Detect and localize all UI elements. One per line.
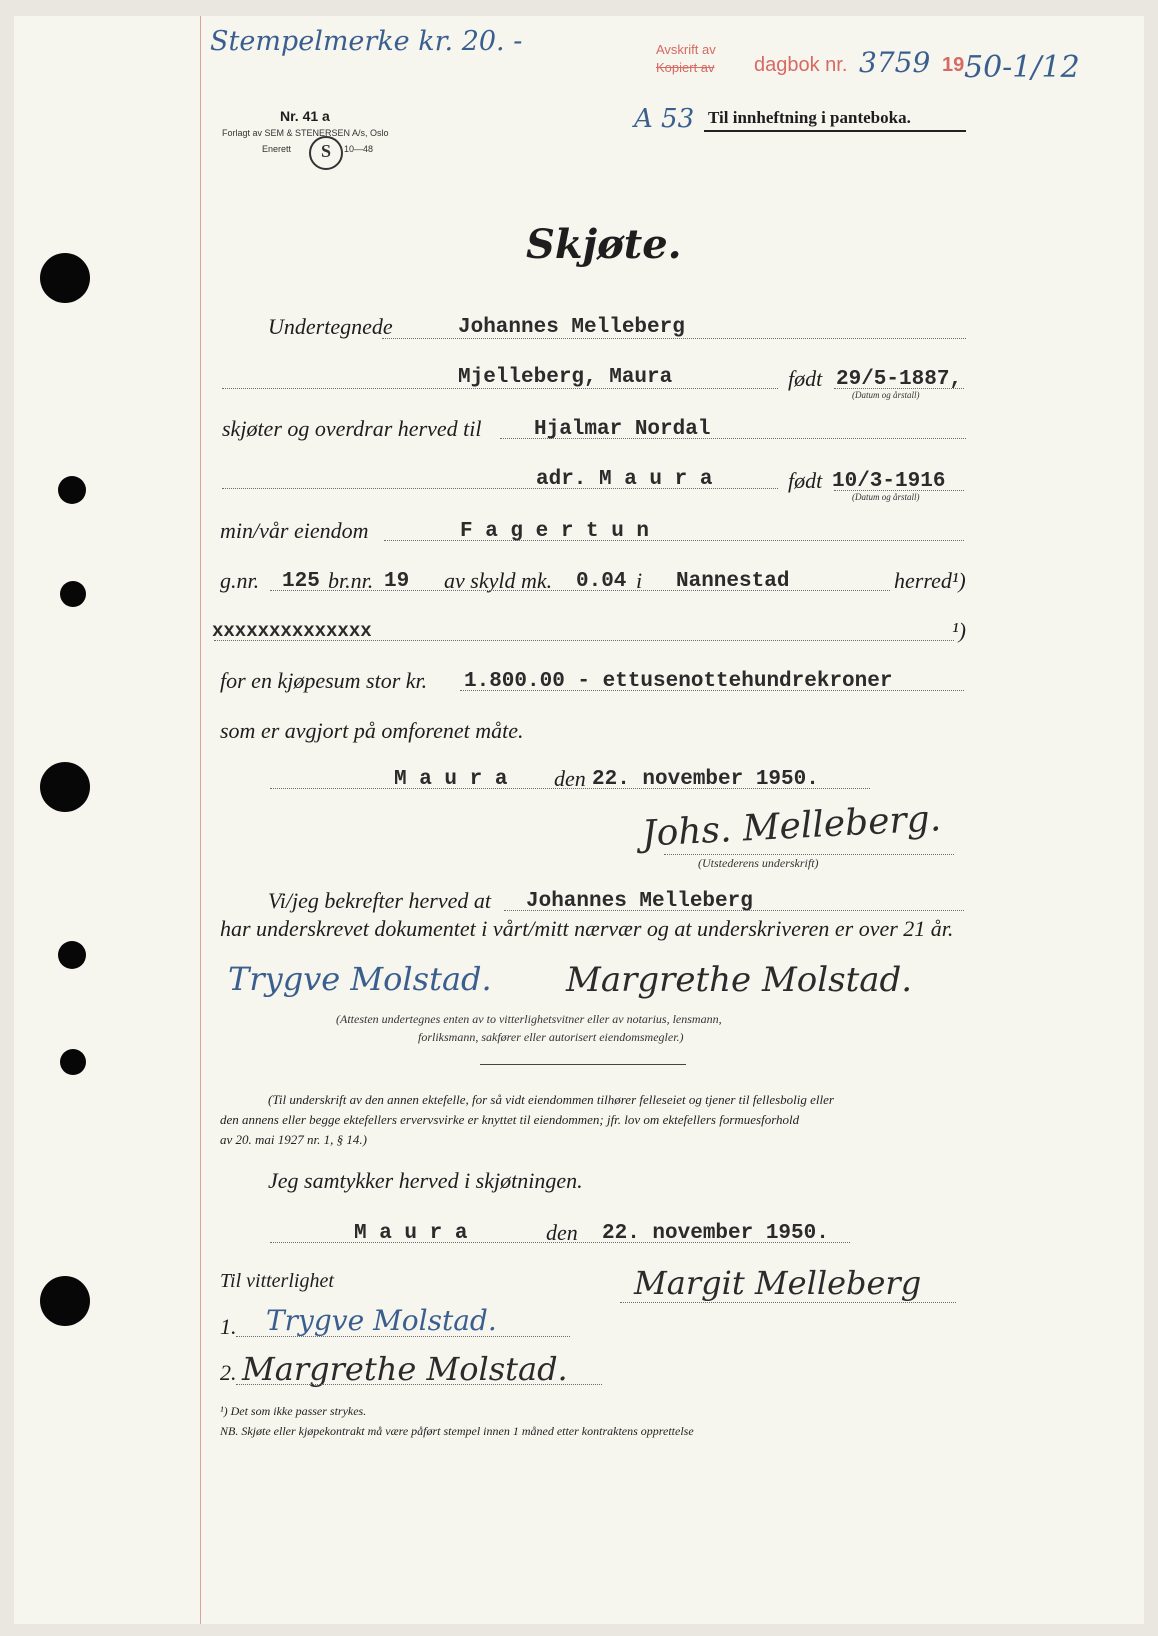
attest-line-2: har underskrevet dokumentet i vårt/mitt nærvær og at underskriveren er over 21 år. [220, 916, 954, 941]
punch-hole [58, 476, 86, 504]
stamp-duty-note: Stempelmerke kr. 20. - [210, 26, 523, 57]
price-value: 1.800.00 - ettusenottehundrekroner [464, 670, 893, 693]
herred-name: Nannestad [676, 570, 790, 593]
dagbok-number: 3759 [859, 46, 931, 79]
spouse-note-2: den annens eller begge ektefellers ervervsvirke er knyttet til eiendommen; jfr. lov om ektefellers formuesforhold [220, 1112, 800, 1127]
herred-label: herred¹) [894, 568, 966, 593]
til-vitterlighet: Til vitterlighet [220, 1270, 334, 1292]
price-label: for en kjøpesum stor kr. [220, 668, 428, 693]
settled-text: som er avgjort på omforenet måte. [220, 718, 524, 743]
publisher-enerett: Enerett [262, 144, 292, 154]
witness-2-signature: Margrethe Molstad. [566, 960, 913, 1000]
issuer-signature: Johs. Melleberg. [641, 798, 943, 855]
brnr-value: 19 [384, 570, 410, 593]
place-1: M a u r a [394, 768, 508, 791]
year-and-date: 50-1/12 [964, 50, 1080, 85]
buyer-address: adr. M a u r a [536, 468, 713, 491]
dotted-line [664, 854, 954, 855]
gnr-label: g.nr. [220, 568, 260, 593]
witness-number-1: 1. [220, 1314, 237, 1339]
document-title: Skjøte. [526, 221, 682, 268]
property-label: min/vår eiendom [220, 518, 369, 543]
footnote-mark: ¹) [952, 618, 966, 643]
seller-name: Johannes Melleberg [458, 316, 685, 339]
fodt-label: født [788, 366, 823, 391]
margin-rule [200, 16, 201, 1624]
brnr-label: br.nr. [328, 568, 374, 593]
dotted-line [270, 590, 890, 591]
property-name: F a g e r t u n [460, 520, 650, 543]
red-stamp-line2: Kopiert av [656, 60, 715, 75]
seller-address: Mjelleberg, Maura [458, 366, 673, 389]
nb-note: NB. Skjøte eller kjøpekontrakt må være påført stempel innen 1 måned etter kontraktens opprettelse [220, 1424, 694, 1438]
footnote: ¹) Det som ikke passer strykes. [220, 1404, 367, 1418]
document-page [14, 16, 1144, 1624]
issuer-caption: (Utstederens underskrift) [698, 856, 819, 870]
year-prefix: 19 [942, 54, 965, 76]
den-label-1: den [554, 766, 586, 791]
skyld-label: av skyld mk. [444, 568, 553, 593]
punch-hole [40, 253, 90, 303]
spouse-note-1: (Til underskrift av den annen ektefelle, for så vidt eiendommen tilhører felleseiet og tjener til fellesbolig eller [268, 1092, 834, 1107]
place-2: M a u r a [354, 1222, 468, 1245]
transfer-text: skjøter og overdrar herved til [222, 416, 482, 441]
publisher-line: Forlagt av SEM & STENERSEN A/s, Oslo [222, 128, 389, 138]
publisher-logo: S [309, 136, 343, 170]
spouse-signature: Margit Melleberg [634, 1264, 922, 1302]
datum-caption-2: (Datum og årstall) [852, 492, 920, 502]
attest-name: Johannes Melleberg [526, 890, 753, 913]
publisher-date: 10—48 [344, 144, 374, 154]
section-divider [480, 1064, 686, 1065]
buyer-name: Hjalmar Nordal [534, 418, 711, 441]
punch-hole [40, 762, 90, 812]
dotted-line [834, 388, 964, 389]
den-label-2: den [546, 1220, 578, 1245]
punch-hole [60, 1049, 86, 1075]
dotted-line [236, 1384, 602, 1385]
punch-hole [60, 581, 86, 607]
date-2: 22. november 1950. [602, 1222, 829, 1245]
consent-text: Jeg samtykker herved i skjøtningen. [268, 1168, 583, 1193]
til-innheftning-underline [704, 130, 966, 132]
skyld-value: 0.04 [576, 570, 627, 593]
date-1: 22. november 1950. [592, 768, 819, 791]
folio-number: A 53 [634, 104, 695, 134]
gnr-value: 125 [282, 570, 320, 593]
buyer-birthdate: 10/3-1916 [832, 470, 946, 493]
seller-birthdate: 29/5-1887, [836, 368, 963, 391]
dotted-line [620, 1302, 956, 1303]
attest-caption-2: forliksmann, sakfører eller autorisert eiendomsmegler.) [418, 1030, 684, 1044]
dotted-line [504, 910, 964, 911]
form-number: Nr. 41 a [280, 108, 330, 124]
dotted-line [236, 1336, 570, 1337]
dotted-line [834, 490, 964, 491]
red-stamp-line1: Avskrift av [656, 42, 716, 57]
undertegnede-label: Undertegnede [268, 314, 393, 339]
datum-caption: (Datum og årstall) [852, 390, 920, 400]
vitterlighet-signature-2: Margrethe Molstad. [242, 1350, 568, 1388]
witness-number-2: 2. [220, 1360, 237, 1385]
attest-caption-1: (Attesten undertegnes enten av to vitterlighetsvitner eller av notarius, lensmann, [336, 1012, 722, 1026]
spouse-note-3: av 20. mai 1927 nr. 1, § 14.) [220, 1132, 367, 1147]
punch-hole [58, 941, 86, 969]
i-label: i [636, 568, 643, 593]
dotted-line [214, 640, 954, 641]
punch-hole [40, 1276, 90, 1326]
fodt-label-2: født [788, 468, 823, 493]
witness-1-signature: Trygve Molstad. [228, 960, 492, 998]
struck-line: xxxxxxxxxxxxxx [212, 620, 372, 642]
attest-label: Vi/jeg bekrefter herved at [268, 888, 491, 913]
dagbok-label: dagbok nr. [754, 54, 848, 76]
til-innheftning: Til innheftning i panteboka. [708, 108, 911, 127]
dotted-line [460, 690, 964, 691]
vitterlighet-signature-1: Trygve Molstad. [266, 1304, 497, 1337]
